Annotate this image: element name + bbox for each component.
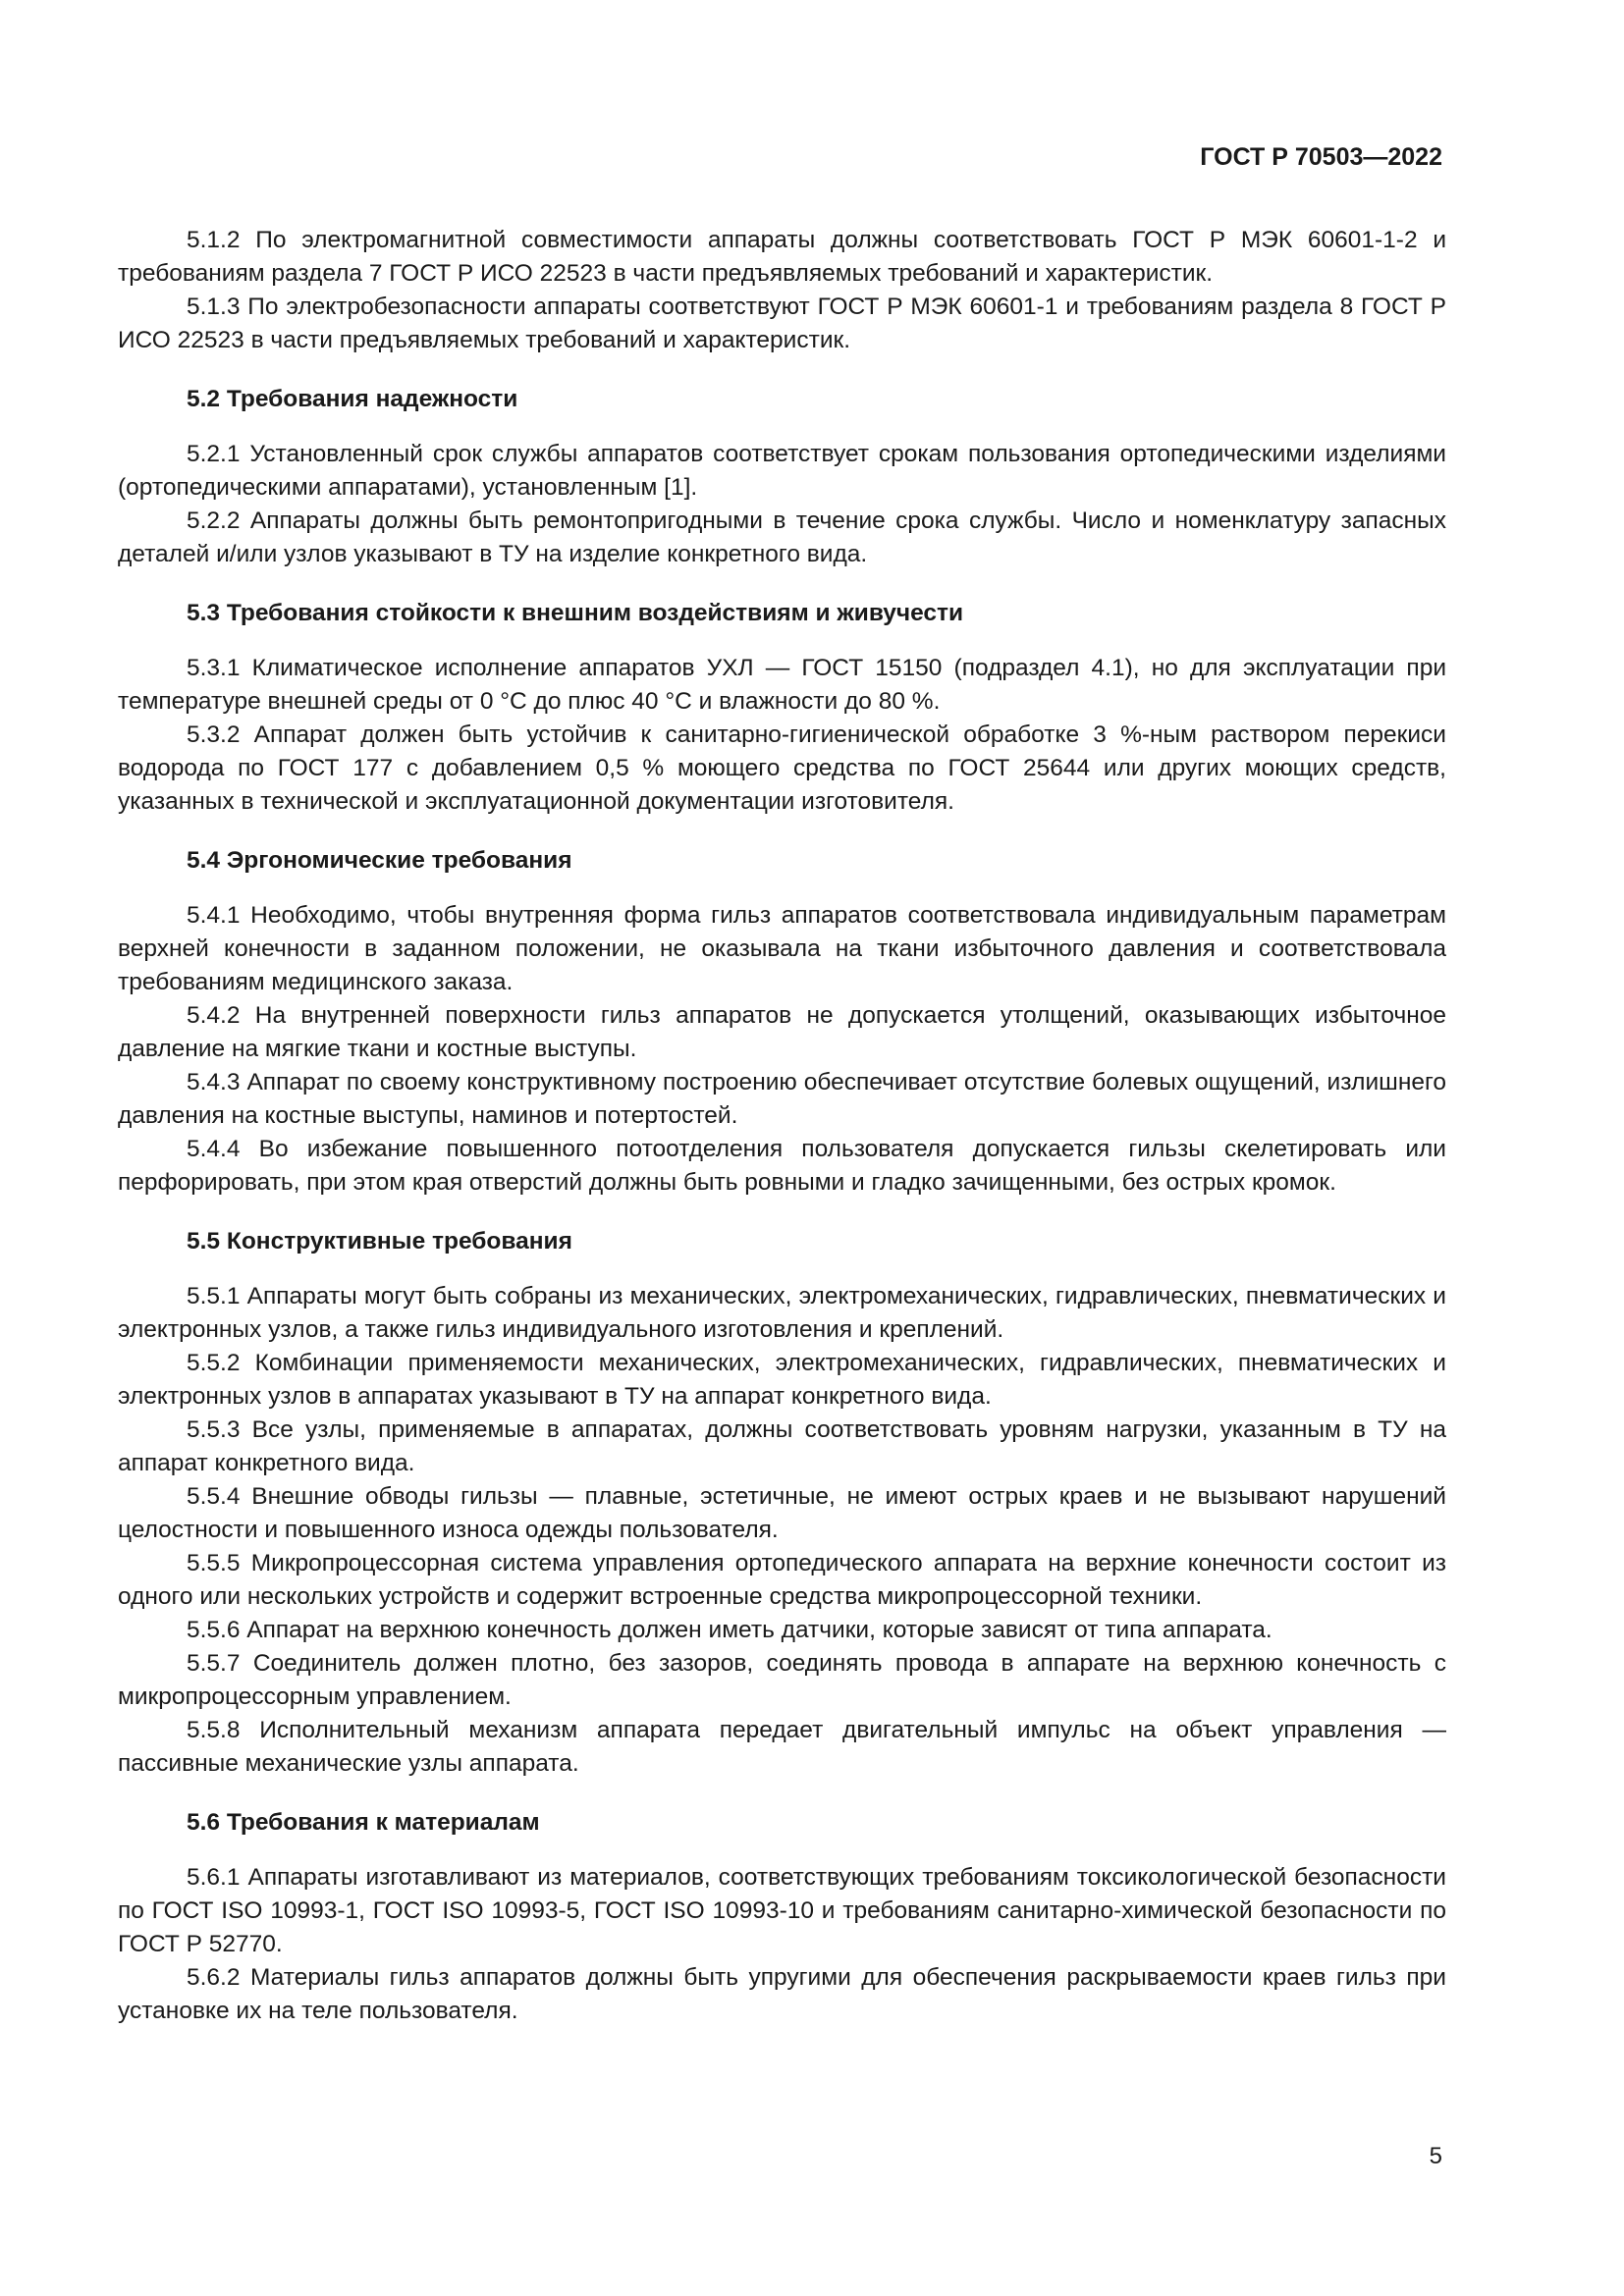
paragraph-5-5-8: 5.5.8 Исполнительный механизм аппарата передает двигательный импульс на объект управления — пассивные механические узлы аппарата.: [118, 1717, 1446, 1777]
section-heading-5-2: 5.2 Требования надежности: [187, 386, 518, 412]
paragraph-5-5-3: 5.5.3 Все узлы, применяемые в аппаратах, должны соответствовать уровням нагрузки, указанным в ТУ на аппарат конкретного вида.: [118, 1416, 1446, 1476]
paragraph-5-5-6: 5.5.6 Аппарат на верхнюю конечность должен иметь датчики, которые зависят от типа аппарата.: [187, 1617, 1272, 1643]
paragraph-5-4-2: 5.4.2 На внутренней поверхности гильз аппаратов не допускается утолщений, оказывающих избыточное давление на мягкие ткани и костные выступы.: [118, 1002, 1446, 1062]
paragraph-5-1-3: 5.1.3 По электробезопасности аппараты соответствуют ГОСТ Р МЭК 60601-1 и требованиям раздела 8 ГОСТ Р ИСО 22523 в части предъявляемых требований и характеристик.: [118, 294, 1446, 353]
paragraph-5-4-3: 5.4.3 Аппарат по своему конструктивному построению обеспечивает отсутствие болевых ощущений, излишнего давления на костные выступы, наминов и потертостей.: [118, 1069, 1446, 1129]
paragraph-5-6-1: 5.6.1 Аппараты изготавливают из материалов, соответствующих требованиям токсикологической безопасности по ГОСТ ISO 10993-1, ГОСТ ISO 10993-5, ГОСТ ISO 10993-10 и требованиям санитарно-химической безопасности по ГОСТ Р 52770.: [118, 1864, 1446, 1957]
document-code: ГОСТ Р 70503—2022: [1200, 143, 1442, 171]
paragraph-5-5-7: 5.5.7 Соединитель должен плотно, без зазоров, соединять провода в аппарате на верхнюю конечность с микропроцессорным управлением.: [118, 1650, 1446, 1710]
section-heading-5-6: 5.6 Требования к материалам: [187, 1809, 540, 1836]
section-heading-5-3: 5.3 Требования стойкости к внешним воздействиям и живучести: [187, 600, 964, 626]
paragraph-5-5-5: 5.5.5 Микропроцессорная система управления ортопедического аппарата на верхние конечности состоит из одного или нескольких устройств и содержит встроенные средства микропроцессорной техники.: [118, 1550, 1446, 1610]
paragraph-5-2-1: 5.2.1 Установленный срок службы аппаратов соответствует срокам пользования ортопедическими изделиями (ортопедическими аппаратами), установленным [1].: [118, 441, 1446, 501]
paragraph-5-5-4: 5.5.4 Внешние обводы гильзы — плавные, эстетичные, не имеют острых краев и не вызывают нарушений целостности и повышенного износа одежды пользователя.: [118, 1483, 1446, 1543]
paragraph-5-2-2: 5.2.2 Аппараты должны быть ремонтопригодными в течение срока службы. Число и номенклатуру запасных деталей и/или узлов указывают в ТУ на изделие конкретного вида.: [118, 507, 1446, 567]
paragraph-5-6-2: 5.6.2 Материалы гильз аппаратов должны быть упругими для обеспечения раскрываемости краев гильз при установке их на теле пользователя.: [118, 1964, 1446, 2024]
document-body: [118, 224, 1446, 2028]
paragraph-5-5-2: 5.5.2 Комбинации применяемости механических, электромеханических, гидравлических, пневматических и электронных узлов в аппаратах указывают в ТУ на аппарат конкретного вида.: [118, 1350, 1446, 1410]
section-heading-5-4: 5.4 Эргономические требования: [187, 847, 572, 874]
paragraph-5-4-4: 5.4.4 Во избежание повышенного потоотделения пользователя допускается гильзы скелетировать или перфорировать, при этом края отверстий должны быть ровными и гладко зачищенными, без острых кромок.: [118, 1136, 1446, 1196]
section-heading-5-5: 5.5 Конструктивные требования: [187, 1228, 572, 1255]
paragraph-5-3-2: 5.3.2 Аппарат должен быть устойчив к санитарно-гигиенической обработке 3 %-ным раствором перекиси водорода по ГОСТ 177 с добавлением 0,5 % моющего средства по ГОСТ 25644 или других моющих средств, указанных в технической и эксплуатационной документации изготовителя.: [118, 721, 1446, 815]
page-number: 5: [1429, 2143, 1442, 2169]
paragraph-5-3-1: 5.3.1 Климатическое исполнение аппаратов УХЛ — ГОСТ 15150 (подраздел 4.1), но для эксплуатации при температуре внешней среды от 0 °С до плюс 40 °С и влажности до 80 %.: [118, 655, 1446, 715]
paragraph-5-4-1: 5.4.1 Необходимо, чтобы внутренняя форма гильз аппаратов соответствовала индивидуальным параметрам верхней конечности в заданном положении, не оказывала на ткани избыточного давления и соответствовала требованиям медицинского заказа.: [118, 902, 1446, 995]
paragraph-5-1-2: 5.1.2 По электромагнитной совместимости аппараты должны соответствовать ГОСТ Р МЭК 60601-1-2 и требованиям раздела 7 ГОСТ Р ИСО 22523 в части предъявляемых требований и характеристик.: [118, 227, 1446, 287]
paragraph-5-5-1: 5.5.1 Аппараты могут быть собраны из механических, электромеханических, гидравлических, пневматических и электронных узлов, а также гильз индивидуального изготовления и креплений.: [118, 1283, 1446, 1343]
